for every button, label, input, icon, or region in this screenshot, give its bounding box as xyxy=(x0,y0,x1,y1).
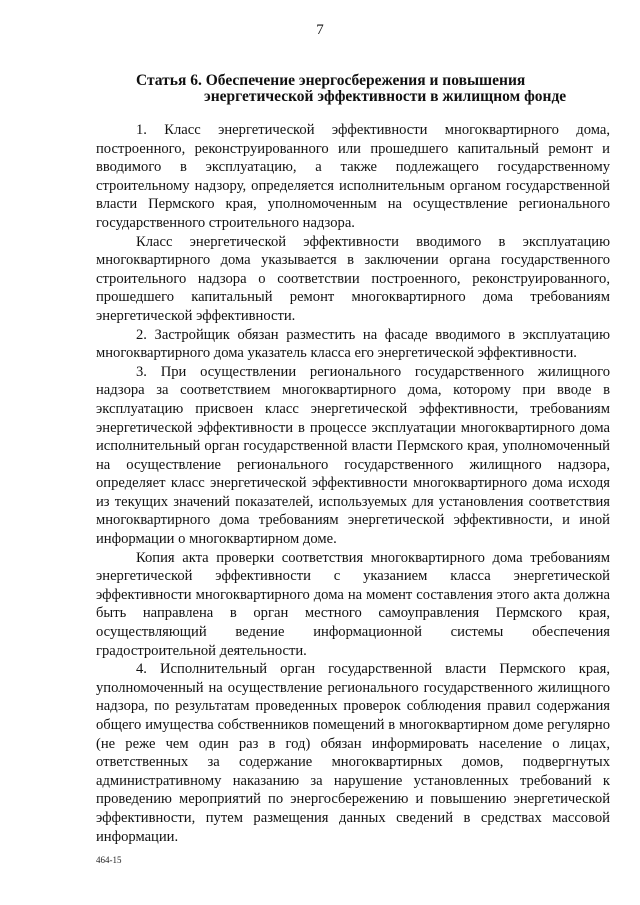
paragraph-1: 1. Класс энергетической эффективности многоквартирного дома, построенного, реконструированного или прошедшего капитальный ремонт и вводимого в эксплуатацию, а также подлежащего государственному строительному надзору, определяется исполнительным органом государственной власти Пермского края, уполномоченным на осуществление регионального государственного строительного надзора. xyxy=(96,122,610,231)
paragraph-1-continued: Класс энергетической эффективности вводимого в эксплуатацию многоквартирного дома указывается в заключении органа государственного строительного надзора о соответствии построенного, реконструированного, прошедшего капитальный ремонт многоквартирного дома требованиям энергетической эффективности. xyxy=(96,233,610,324)
article-heading-line-2: энергетической эффективности в жилищном фонде xyxy=(204,88,567,105)
footer-document-code: 464-15 xyxy=(96,855,122,865)
paragraph-4: 4. Исполнительный орган государственной власти Пермского края, уполномоченный на осуществление регионального государственного жилищного надзора, по результатам проведенных проверок соблюдения правил содержания общего имущества собственников помещений в многоквартирном доме регулярно (не реже чем один раз в год) обязан информировать население о лицах, ответственных за содержание многоквартирных домов, подвергнутых административному наказанию за нарушение установленных требований к проведению мероприятий по энергосбережению и повышению энергетической эффективности, путем размещения данных сведений в средствах массовой информации. xyxy=(96,661,610,845)
page-number: 7 xyxy=(316,22,324,38)
paragraph-3-continued: Копия акта проверки соответствия многоквартирного дома требованиям энергетической эффективности с указанием класса энергетической эффективности многоквартирного дома на момент составления этого акта должна быть направлена в орган местного самоуправления Пермского края, осуществляющий ведение информационной системы обеспечения градостроительной деятельности. xyxy=(96,549,610,659)
article-heading xyxy=(96,73,606,105)
article-heading-line-1: Статья 6. Обеспечение энергосбережения и повышения xyxy=(136,72,526,89)
article-body xyxy=(96,121,610,846)
paragraph-2: 2. Застройщик обязан разместить на фасаде вводимого в эксплуатацию многоквартирного дома указатель класса его энергетической эффективности. xyxy=(96,326,610,362)
paragraph-3: 3. При осуществлении регионального государственного жилищного надзора за соответствием многоквартирного дома, которому при вводе в эксплуатацию присвоен класс энергетической эффективности, требованиям энергетической эффективности в процессе эксплуатации многоквартирного дома исполнительный орган государственной власти Пермского края, уполномоченный на осуществление регионального государственного жилищного надзора, определяет класс энергетической эффективности многоквартирного дома исходя из текущих значений показателей, используемых для установления соответствия многоквартирного дома требованиям энергетической эффективности, и иной информации о многоквартирном доме. xyxy=(96,363,610,548)
